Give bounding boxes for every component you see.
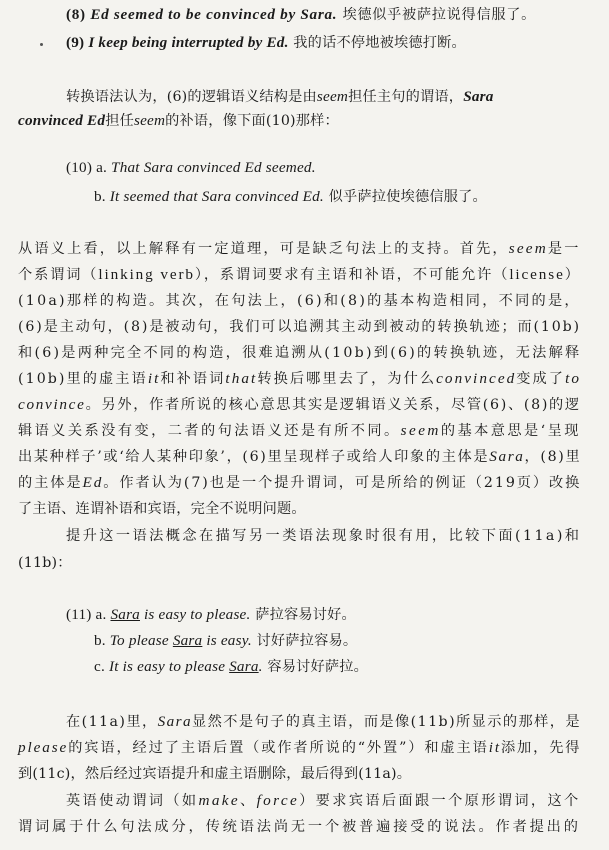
text-run: 谓词属于什么句法成分，传统语法尚无一个被普遍接受的说法。作者提出的	[18, 819, 581, 835]
text-line	[66, 604, 356, 626]
text-run: is easy to please.	[139, 606, 251, 623]
text-run: 转换后哪里去了，为什么	[257, 371, 437, 387]
text-line	[94, 630, 357, 652]
text-run: to	[565, 370, 582, 387]
text-line	[18, 816, 581, 838]
text-run: (11b)：	[18, 555, 72, 571]
text-run: ）	[564, 267, 581, 283]
text-line	[18, 394, 581, 416]
text-run: 显然不是句子的真主语，而是像(11b)所显示的那样，是	[192, 714, 581, 730]
text-run: 的主体是	[18, 475, 83, 491]
text-run: 担任	[105, 113, 134, 129]
text-run: convinced Ed	[18, 112, 106, 129]
text-run: (8)	[66, 6, 91, 23]
text-line	[66, 711, 581, 733]
text-line	[66, 790, 581, 812]
scan-speck	[40, 43, 43, 46]
text-run: b.	[94, 632, 110, 649]
text-run: (10b)里的虚主语	[18, 371, 148, 387]
text-run: 了主语、连谓补语和宾语，完全不说明问题。	[18, 501, 306, 517]
text-run: seem	[400, 422, 441, 439]
text-run: seem	[508, 240, 548, 257]
text-run: 讨好萨拉容易。	[251, 633, 358, 649]
text-run: it	[488, 739, 501, 756]
text-run: 似乎萨拉使埃德信服了。	[323, 189, 487, 205]
text-line	[66, 4, 536, 26]
text-line	[66, 86, 494, 108]
text-run: It is easy to please	[108, 658, 230, 675]
text-run: I keep being interrupted by Ed.	[88, 34, 289, 51]
text-run: force	[256, 792, 300, 809]
text-run: 在(11a)里，	[66, 714, 158, 730]
text-run: license	[509, 266, 565, 283]
text-run: 担任主句的谓语，	[348, 89, 464, 105]
text-run: 从语义上看，以上解释有一定道理，可是缺乏句法上的支持。首先，	[18, 241, 509, 257]
text-line	[66, 157, 316, 179]
text-run: 和补语词	[160, 371, 226, 387]
text-run: To please	[109, 632, 173, 649]
text-run: 容易讨好萨拉。	[262, 659, 369, 675]
text-run: (11) a.	[66, 606, 111, 623]
text-run: ，(8)里	[524, 449, 582, 465]
text-run: 是一	[547, 241, 581, 257]
text-run: (10) a.	[66, 159, 112, 176]
text-run: linking verb	[98, 266, 195, 283]
text-run: that	[225, 370, 258, 387]
text-run: 变成了	[516, 371, 566, 387]
text-run: Sara	[463, 88, 494, 105]
text-line	[18, 498, 306, 520]
text-line	[18, 368, 581, 390]
text-run: 个系谓词（	[18, 267, 99, 283]
text-line	[18, 238, 581, 260]
text-run: is easy.	[202, 632, 252, 649]
text-line	[18, 737, 581, 759]
text-run: ），系谓词要求有主语和补语，不可能允许（	[194, 267, 510, 283]
text-line	[18, 446, 581, 468]
text-run: 到(11c)，然后经过宾语提升和虚主语删除，最后得到(11a)。	[18, 766, 412, 782]
text-run: 的补语，像下面(10)那样：	[165, 113, 339, 129]
text-line	[18, 316, 581, 338]
text-run: 的宾语，经过了主语后置（或作者所说的“外置”）和虚主语	[68, 740, 489, 756]
text-run: (6)是主动句，(8)是被动句，我们可以追溯其主动到被动的转换轨迹；而(10b)	[18, 319, 581, 335]
text-run: 英语使动谓词（如	[66, 793, 199, 809]
text-line	[18, 420, 581, 442]
text-line	[94, 656, 368, 678]
text-run: convinced	[436, 370, 517, 387]
text-run: (9)	[66, 34, 89, 51]
text-line	[18, 110, 339, 132]
text-run: 萨拉容易讨好。	[250, 607, 356, 623]
text-line	[18, 472, 581, 494]
text-run: 我的话不停地被埃德打断。	[288, 35, 466, 51]
text-run: .	[258, 658, 263, 675]
text-run: seem	[133, 112, 166, 129]
text-line	[18, 290, 581, 312]
text-run: 的基本意思是‘呈现	[440, 423, 581, 439]
text-run: 埃德似乎被萨拉说得信服了。	[337, 7, 536, 23]
text-run: Sara	[157, 713, 193, 730]
text-line	[94, 186, 487, 208]
text-run: 。另外，作者所说的核心意思其实是逻辑语义关系，尽管(6)、(8)的逻	[85, 397, 581, 413]
text-run: it	[147, 370, 161, 387]
text-run: Sara	[489, 448, 525, 465]
text-run: That Sara convinced Ed seemed.	[111, 159, 316, 176]
text-line	[18, 552, 72, 574]
text-run: (10a)那样的构造。其次，在句法上，(6)和(8)的基本构造相同，不同的是，	[18, 293, 581, 309]
text-line	[18, 264, 581, 286]
text-run: convince	[18, 396, 86, 413]
text-run: 添加，先得	[500, 740, 582, 756]
text-line	[66, 525, 581, 547]
text-run: please	[18, 739, 69, 756]
text-run: ）要求宾语后面跟一个原形谓词，这个	[299, 793, 581, 809]
text-run: Sara	[110, 606, 140, 623]
text-run: b.	[94, 188, 110, 205]
text-line	[18, 342, 581, 364]
text-run: seem	[316, 88, 349, 105]
text-run: Ed	[82, 474, 104, 491]
text-run: Sara	[172, 632, 203, 649]
text-run: It seemed that Sara convinced Ed.	[109, 188, 324, 205]
text-run: make	[198, 792, 241, 809]
text-run: 转换语法认为，(6)的逻辑语义结构是由	[66, 89, 317, 105]
text-run: 、	[240, 793, 257, 809]
text-line	[18, 763, 411, 785]
text-run: 辑语义关系没有变，二者的句法语义还是有所不同。	[18, 423, 401, 439]
text-run: 出某种样子’或‘给人某种印象’，(6)里呈现样子或给人印象的主体是	[18, 449, 490, 465]
text-run: Ed seemed to be convinced by Sara.	[90, 6, 338, 23]
text-run: 。作者认为(7)也是一个提升谓词，可是所给的例证（219页）改换	[103, 475, 582, 491]
text-run: 和(6)是两种完全不同的构造，很难追溯从(10b)到(6)的转换轨迹，无法解释	[18, 345, 582, 361]
text-run: c.	[94, 658, 109, 675]
text-run: 提升这一语法概念在描写另一类语法现象时很有用，比较下面(11a)和	[66, 528, 582, 544]
text-run: Sara	[229, 658, 259, 675]
text-line	[66, 32, 466, 54]
